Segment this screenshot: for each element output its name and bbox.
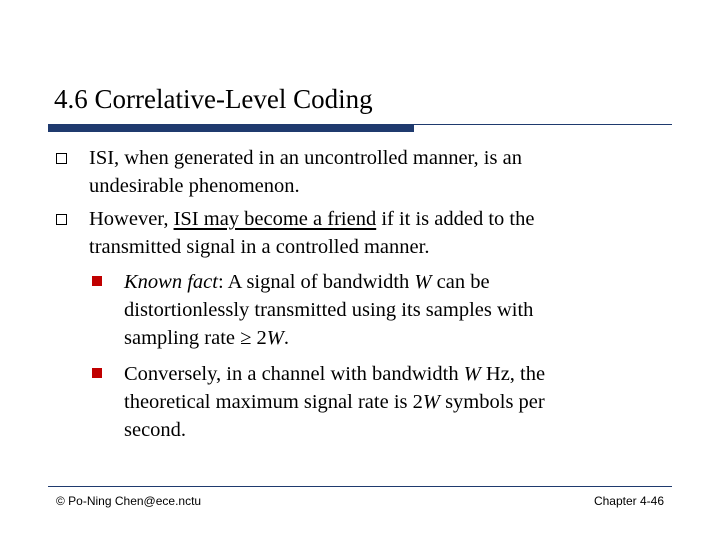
bullet2-line1 [89,205,534,233]
sub2-line2-post: symbols per [439,391,545,413]
bullet1-line1: ISI, when generated in an uncontrolled manner, is an [89,147,522,169]
sub1-label: Known fact [124,271,218,293]
sub2-text-post: Hz, the [480,363,546,385]
variable-w: W [422,391,440,413]
variable-w: W [414,271,432,293]
sub1-text-b: can be [431,271,490,293]
sub1-line1 [124,268,490,296]
footer-rule [48,486,672,487]
slide-title: 4.6 Correlative-Level Coding [54,84,373,114]
sub2-line3: second. [124,419,187,441]
solid-square-bullet-icon [92,368,102,378]
footer-page-number: Chapter 4-46 [593,494,664,508]
title-rule-thick [48,124,414,132]
sub1-line3-text: sampling rate ≥ 2 [124,327,267,349]
bullet2-text-pre: However, [89,208,174,230]
sub1-text-a: : A signal of bandwidth [217,271,415,293]
sub1-line3 [124,324,289,352]
bullet2-text-post: if it is added to the [376,208,535,230]
variable-w: W [463,363,481,385]
title-rule-thin [414,124,672,125]
sub1-line3-end: . [283,327,289,349]
bullet1-line2: undesirable phenomenon. [89,175,300,197]
sub1-line2: distortionlessly transmitted using its samples with [124,299,534,321]
variable-w: W [266,327,284,349]
sub2-line1 [124,360,545,388]
bullet2-underlined-phrase: ISI may become a friend [173,208,377,230]
bullet2-line2: transmitted signal in a controlled manner. [89,236,430,258]
footer-author: © Po-Ning Chen@ece.nctu [56,494,202,508]
hollow-square-bullet-icon [56,153,67,164]
solid-square-bullet-icon [92,276,102,286]
sub2-line2 [124,388,545,416]
sub2-text-pre: Conversely, in a channel with bandwidth [124,363,464,385]
hollow-square-bullet-icon [56,214,67,225]
sub2-line2-pre: theoretical maximum signal rate is 2 [124,391,423,413]
